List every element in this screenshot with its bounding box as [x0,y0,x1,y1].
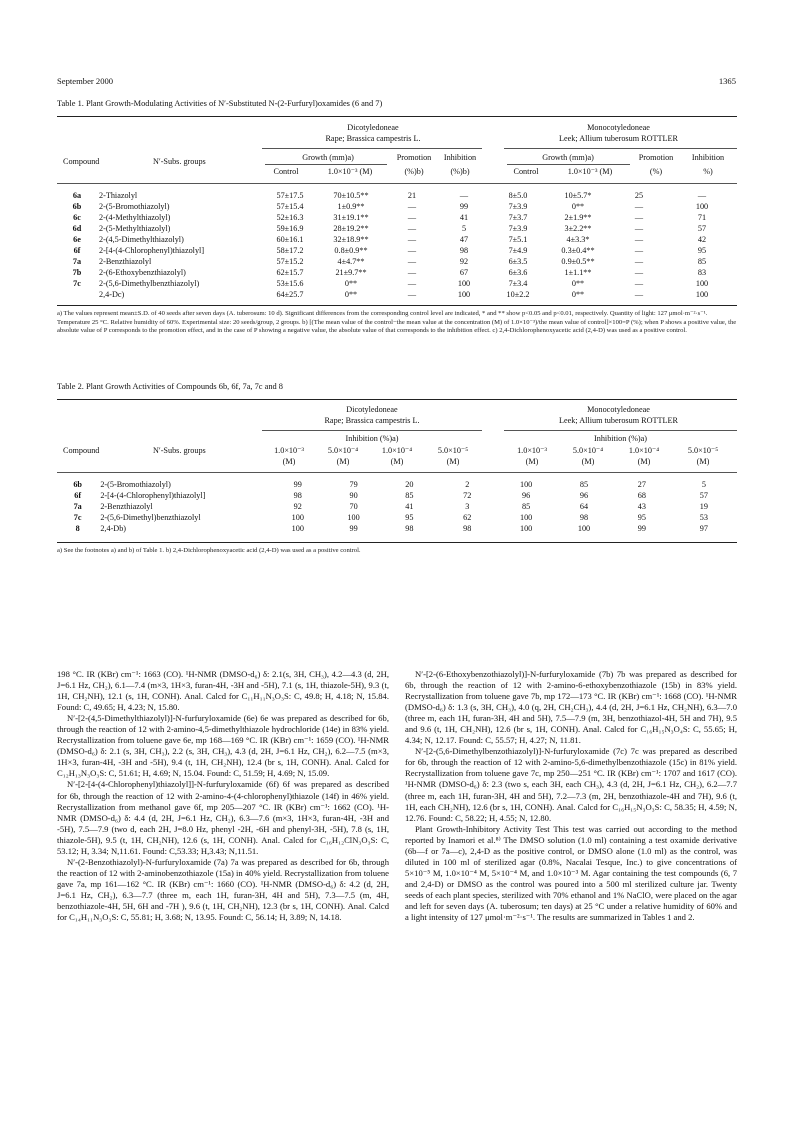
table1-body [57,190,737,300]
value-cell: — [407,224,417,233]
value-cell: 72 [463,491,472,500]
group-cell: 2-[4-(4-Chlorophenyl)thiazolyl] [100,491,206,500]
value-cell: 7±5.1 [508,235,528,244]
value-cell: 47 [459,235,469,244]
value-cell: — [634,290,644,299]
table2-header-rule [57,472,737,473]
paragraph: N′-[2-(6-Ethoxybenzothiazolyl)]-N-furfuryloxamide (7b) 7b was prepared as described for 6b, through the reaction of 12 with 2-amino-6-ethoxybenzothiazole (15b) in 83% yield. Recrystallization from toluene gave 7b, mp 172—173 °C. IR (KBr) cm⁻¹: 1668 (CO). ¹H-NMR (DMSO-d₆) δ: 1.3 (s, 3H, CH₃), 4.0 (q, 2H, CH₂CH₃), 4.4 (d, 2H, J=6.1 Hz, CH₂NH), 6.3—7.0 (three m, each 1H, furan-3H, 4H and 5H), 7.5—7.9 (m, 3H, benzothiazol-4H, 5H and 7H), 9.5 and 9.6 (t, 1H, CH₂NH), 12.6 (br s, 1H, CONH). Anal. Calcd for C₁₆H₁₅N₃O₄S: C, 55.65; H, 4.34; N, 12.17. Found: C, 55.57; H, 4.27; N, 11.81. [405,669,737,746]
page-number: 1365 [718,76,736,86]
running-header-date: September 2000 [57,76,114,86]
value-cell: 100 [457,290,471,299]
table1-top-rule [57,116,737,117]
value-cell: — [634,213,644,222]
value-cell: 100 [695,279,709,288]
value-cell: 8±5.0 [508,191,528,200]
table2-bottom-rule [57,542,737,543]
value-cell: — [407,268,417,277]
value-cell: 57±15.2 [276,257,304,266]
value-cell: 4±3.3* [566,235,590,244]
value-cell: 58±17.2 [276,246,304,255]
compound-cell: 6e [73,235,81,244]
table2-mono-rule [504,430,737,431]
value-cell: 97 [699,524,708,533]
compound-cell: 7a [73,502,82,511]
value-cell: 0** [571,202,585,211]
table2-mono-header: Monocotyledoneae Leek; Allium tuberosum ROTTLER [559,405,678,425]
value-cell: 90 [349,491,358,500]
body-column-left [57,669,389,923]
value-cell: 7±3.4 [508,279,528,288]
value-cell: 85 [405,491,414,500]
value-cell: 0** [571,279,585,288]
group-cell: 2-(6-Ethoxybenzthiazolyl) [99,268,186,277]
group-cell: 2-Benzthiazolyl [100,502,153,511]
compound-cell: 7c [73,279,81,288]
value-cell: 10±5.7* [564,191,592,200]
value-cell: 83 [697,268,707,277]
table1-mono-rule [504,148,737,149]
value-cell: 95 [697,246,707,255]
value-cell: 100 [695,290,709,299]
table-row [57,278,737,289]
table1-inhibition-unit-mono: %) [703,167,713,176]
table2-footnote: a) See the footnotes a) and b) of Table 1. b) 2,4-Dichlorophenoxyacetic acid (2,4-D) was used as a positive control. [57,547,361,554]
table2-conc-2-mono: 5.0×10⁻⁴ (M) [572,446,604,466]
value-cell: 98 [293,491,302,500]
value-cell: 4±4.7** [337,257,365,266]
table-row [57,479,737,490]
value-cell: 92 [293,502,302,511]
value-cell: 41 [405,502,414,511]
value-cell: 100 [347,513,360,522]
paragraph: N′-[2-(5,6-Dimethylbenzothiazolyl)]-N-furfuryloxamide (7c) 7c was prepared as described for 6b, through the reaction of 12 with 2-amino-5,6-dimethylbenzothiazole (15c) in 81% yield. Recrystallization from toluene gave 7c, mp 250—251 °C. IR (KBr) cm⁻¹: 1707 and 1617 (CO). ¹H-NMR (DMSO-d₆) δ: 2.3 (two s, each 3H, each CH₃), 4.3 (d, 2H, J=6.1 Hz, CH₂), 6.2—7.7 (three m, each 1H, furan-3H, 4H and 5H), 7.2—7.3 (m, 2H, benzothiazole-4H and 7H), 9.6 (t, 1H, each CH₂NH), 12.6 (br s, 1H, CONH). Anal. Calcd for C₁₆H₁₅N₃O₃S: C, 58.35; H, 4.59; N, 12.76. Found: C, 58.22; H, 4.55; N, 12.80. [405,746,737,823]
group-cell: 2-(5,6-Dimethyl)benzthiazolyl [100,513,201,522]
value-cell: 3 [465,502,470,511]
value-cell: — [407,279,417,288]
compound-cell: 7b [72,268,82,277]
table1-promotion-header-mono: Promotion [638,153,674,162]
table2-inhibition-header-mono: Inhibition (%)a) [594,434,647,443]
value-cell: 0.9±0.5** [561,257,595,266]
table1-promotion-header: Promotion [396,153,432,162]
table1-dicot-rule [262,148,482,149]
value-cell: 42 [697,235,707,244]
table1-growth-rule-mono [507,164,630,165]
compound-cell [57,289,97,300]
value-cell: 92 [459,257,469,266]
value-cell: 32±18.9** [333,235,369,244]
value-cell: 53±15.6 [276,279,304,288]
value-cell: 5 [461,224,467,233]
value-cell: 7±3.9 [508,202,528,211]
table-row [57,201,737,212]
table1-promotion-unit: (%)b) [404,167,424,176]
group-cell: 2-(5-Methylthiazolyl) [99,224,171,233]
compound-cell: 6b [73,480,82,489]
value-cell: 85 [579,480,589,489]
value-cell: 95 [405,513,414,522]
table1-conc-header: 1.0×10⁻³ (M) [327,167,373,176]
value-cell: 57 [699,491,708,500]
value-cell: 52±16.3 [276,213,304,222]
value-cell: 43 [637,502,646,511]
table-row [57,501,737,512]
table1-groups-header: N′-Subs. groups [153,157,206,166]
table2-inhibition-header: Inhibition (%)a) [345,434,399,443]
value-cell: 7±4.9 [508,246,528,255]
value-cell: 10±2.2 [506,290,530,299]
table2-conc-1: 1.0×10⁻³ (M) [274,446,304,466]
table-row [57,234,737,245]
value-cell: 98 [463,524,472,533]
table2-groups-header: N′-Subs. groups [153,446,206,455]
body-column-right [405,669,737,923]
group-cell: 2-[4-(4-Chlorophenyl)thiazolyl] [99,246,205,255]
value-cell: 100 [519,524,533,533]
compound-cell: 6a [72,191,82,200]
table2-compound-header: Compound [63,446,100,455]
value-cell: — [634,246,644,255]
value-cell: 98 [579,513,589,522]
table-row [57,245,737,256]
value-cell: 62 [463,513,472,522]
table1-promotion-unit-mono: (%) [649,167,663,176]
value-cell: 1±1.1** [564,268,592,277]
group-cell: 2-(4-Methylthiazolyl) [99,213,171,222]
table2-dicot-rule [262,430,482,431]
value-cell: 0.3±0.4** [561,246,595,255]
compound-cell: 6b [72,202,82,211]
paragraph: N′-[2-(4,5-Dimethylthiazolyl)]-N-furfuryloxamide (6e) 6e was prepared as described for 6b, through the reaction of 12 with 2-amino-4,5-dimethylthiazole hydrochloride (14e) in 83% yield. Recrystallization from toluene gave 6e, mp 168—169 °C. IR (KBr) cm⁻¹: 1659 (CO). ¹H-NMR (DMSO-d₆) δ: 2.1 (s, 3H, CH₃), 2.2 (s, 3H, CH₃), 4.3 (d, 2H, J=6.1 Hz, CH₂), 6.2—7.5 (m×3, 1H×3, furan-4H, -3H and -5H), 9.4 (t, 1H, CH₂NH), 12.4 (br s, 1H, CONH). Anal. Calcd for C₁₂H₁₃N₃O₃S: C, 51.61; H, 4.69; N, 15.04. Found: C, 51.59; H, 4.69; N, 15.09. [57,713,389,779]
value-cell: 2 [465,480,470,489]
value-cell: — [697,191,707,200]
table1-conc-header-mono: 1.0×10⁻³ (M) [567,167,613,176]
value-cell: 28±19.2** [333,224,369,233]
value-cell: 0.8±0.9** [334,246,368,255]
value-cell: 0** [344,290,358,299]
table2-conc-2: 5.0×10⁻⁴ (M) [327,446,359,466]
table-row [57,190,737,201]
table1-caption: Table 1. Plant Growth-Modulating Activities of N′-Substituted N-(2-Furfuryl)oxamides (6 and 7) [57,99,383,108]
group-cell: 2-Benzthiazolyl [99,257,152,266]
value-cell: 99 [349,524,358,533]
value-cell: 6±3.6 [508,268,528,277]
value-cell: 79 [349,480,358,489]
value-cell: 85 [522,502,531,511]
group-cell: 2-Thiazolyl [99,191,138,200]
table1-control-header: Control [273,167,299,176]
value-cell: 98 [405,524,414,533]
compound-cell: 7a [72,257,82,266]
table2-conc-3-mono: 1.0×10⁻⁴ (M) [628,446,660,466]
value-cell: 59±16.9 [276,224,304,233]
value-cell: 96 [522,491,531,500]
table1-dicot-header: Dicotyledoneae Rape; Brassica campestris L. [325,123,421,143]
value-cell: 6±3.5 [508,257,528,266]
group-cell: 2-(4,5-Dimethylthiazolyl) [99,235,184,244]
value-cell: 96 [579,491,589,500]
table-row [57,523,737,534]
table1-compound-header: Compound [63,157,100,166]
value-cell: 1±0.9** [337,202,365,211]
table1-growth-header: Growth (mm)a) [302,153,354,162]
table2-body [57,479,737,534]
table1-mono-header: Monocotyledoneae Leek; Allium tuberosum ROTTLER [559,123,678,143]
table2-top-rule [57,399,737,400]
compound-cell: 8 [75,524,80,533]
value-cell: 5 [701,480,706,489]
value-cell: — [459,191,469,200]
value-cell: 70 [349,502,358,511]
value-cell: 100 [519,513,533,522]
table2-dicot-header: Dicotyledoneae Rape; Brassica campestris L. [324,405,420,425]
table-row [57,512,737,523]
group-cell: 2,4-Dc) [99,290,125,299]
value-cell: 100 [291,524,304,533]
value-cell: — [634,235,644,244]
value-cell: 68 [637,491,646,500]
table1-inhibition-unit: (%)b) [450,167,470,176]
table1-bottom-rule [57,305,737,306]
value-cell: 99 [459,202,469,211]
value-cell: 3±2.2** [564,224,592,233]
table-row [57,289,737,300]
value-cell: 2±1.9** [564,213,592,222]
value-cell: — [407,257,417,266]
value-cell: 70±10.5** [333,191,369,200]
group-cell: 2-(5-Bromothiazolyl) [99,202,170,211]
value-cell: — [407,246,417,255]
table1-growth-header-mono: Growth (mm)a) [542,153,594,162]
value-cell: 57±17.5 [276,191,304,200]
table1-footnote: a) The values represent mean±S.D. of 40 seeds after seven days (A. tuberosum: 10 d). Significant differences from the corresponding control level are indicated, * and ** show p<0.05 and p<0.01, respectively. Quantity of light: 127 μmol·m⁻²·s⁻¹. Temperature 25 °C. Relative humidity of 60%. Experimental size: 20 seeds/group, 2 groups. b) [(The mean value of the control−the mean value at the concentration (M) of 1.0×10⁻³)/the mean value of control]×100=P (%); when P shows a positive value, the absolute value of P corresponds to the promotion effect, and in the case of P showing a negative value, the absolute value of that corresponds to the inhibition effect. c) 2,4-Dichlorophenoxyacetic acid (2,4-D) was used as a positive control. [57,310,737,335]
value-cell: 71 [697,213,707,222]
value-cell: 100 [291,513,304,522]
value-cell: — [407,213,417,222]
value-cell: 31±19.1** [333,213,369,222]
value-cell: 41 [459,213,469,222]
value-cell: 100 [519,480,533,489]
table2-conc-3: 1.0×10⁻⁴ (M) [381,446,413,466]
value-cell: 67 [459,268,469,277]
value-cell: 85 [697,257,707,266]
value-cell: 7±3.9 [508,224,528,233]
group-cell: 2,4-Db) [100,524,127,533]
table-row [57,256,737,267]
value-cell: 0** [344,279,358,288]
group-cell: 2-(5-Bromothiazolyl) [100,480,171,489]
value-cell: 21±9.7** [335,268,367,277]
table2-conc-4-mono: 5.0×10⁻⁵ (M) [687,446,719,466]
value-cell: 25 [634,191,644,200]
value-cell: — [634,202,644,211]
paragraph: 198 °C. IR (KBr) cm⁻¹: 1663 (CO). ¹H-NMR (DMSO-d₆) δ: 2.1(s, 3H, CH₃), 4.2—4.3 (d, 2H, J=6.1 Hz, CH₂), 6.1—7.4 (m×3, 1H×3, furan-4H, -3H and -5H), 7.1 (s, 1H, thiazole-5H), 9.3 (t, 1H, CH₂NH), 12.1 (s, 1H, CONH). Anal. Calcd for C₁₁H₁₁N₃O₃S: C, 49.8; H, 4.18; N, 15.84. Found: C, 49.65; H, 4.23; N, 15.80. [57,669,389,713]
compound-cell: 7c [73,513,82,522]
value-cell: 21 [407,191,417,200]
table2-caption: Table 2. Plant Growth Activities of Compounds 6b, 6f, 7a, 7c and 8 [57,382,283,391]
value-cell: — [634,279,644,288]
table-row [57,223,737,234]
value-cell: — [407,202,417,211]
value-cell: 20 [405,480,414,489]
value-cell: 100 [695,202,709,211]
compound-cell: 6f [73,246,81,255]
paragraph: Plant Growth-Inhibitory Activity Test This test was carried out according to the method reported by Inamori et al.⁸⁾ The DMSO solution (1.0 ml) containing a test oxamide derivative (6b—f or 7a—c), 2,4-D as the positive control, or DMSO alone (1.0 ml) as the control, was diluted in 100 ml of sterilized agar (0.8%, Nacalai Tesque, Inc.) to give concentrations of 5×10⁻⁵ M, 1.0×10⁻⁴ M, 5×10⁻⁴ M, and 1.0×10⁻³ M. Agar containing the test compounds (6, 7 and 2,4-D) or DMSO as the control was poured into a 500 ml sterilized culture jar. Twenty seeds of each plant species, sterilized with 70% ethanol and 1% NaClO, were placed on the agar and left for seven days (A. tuberosum; ten days) at 25 °C under a relative humidity of 60% and a light intensity of 127 μmol·m⁻²·s⁻¹. The results are summarized in Tables 1 and 2. [405,823,737,923]
table-row [57,490,737,501]
compound-cell: 6c [73,213,81,222]
value-cell: 57 [697,224,707,233]
table1-control-header-mono: Control [513,167,539,176]
table-row [57,267,737,278]
value-cell: — [634,224,644,233]
value-cell: 53 [699,513,708,522]
value-cell: 64±25.7 [276,290,304,299]
group-cell: 2-(5,6-Dimethylbenzthiazolyl) [99,279,200,288]
value-cell: 99 [637,524,646,533]
value-cell: 19 [699,502,708,511]
table2-conc-4: 5.0×10⁻⁵ (M) [437,446,469,466]
value-cell: 99 [293,480,302,489]
table1-header-rule [57,183,737,184]
table-row [57,212,737,223]
value-cell: 7±3.7 [508,213,528,222]
table2-conc-1-mono: 1.0×10⁻³ (M) [517,446,547,466]
paragraph: N′-[2-[4-(4-Chlorophenyl)thiazolyl]]-N-furfuryloxamide (6f) 6f was prepared as described for 6b, through the reaction of 12 with 2-amino-4-(4-chlorophenyl)thiazole (14f) in 46% yield. Recrystallization from methanol gave 6f, mp 205—207 °C. IR (KBr) cm⁻¹: 1662 (CO). ¹H-NMR (DMSO-d₆) δ: 4.4 (d, 2H, J=6.1 Hz, CH₂), 6.3—7.6 (m×3, 1H×3, furan-4H, -3H and -5H), 7.5—7.9 (two d, each 2H, J=8.0 Hz, phenyl -2H, -6H and phenyl-3H, -5H), 7.8 (s, 1H, thiazole-5H), 9.5 (t, 1H, CH₂NH), 12.6 (s, 1H, CONH). Anal. Calcd for C₁₆H₁₂ClN₃O₃S: C, 53.12; H, 3.34; N,11.61. Found: C,53.33; H,3.43; N,11.51. [57,779,389,856]
value-cell: 27 [637,480,646,489]
table1-inhibition-header-mono: Inhibition [691,153,725,162]
value-cell: 100 [577,524,591,533]
paragraph: N′-(2-Benzothiazolyl)-N-furfuryloxamide (7a) 7a was prepared as described for 6b, through the reaction of 12 with 2-aminobenzothiazole (15a) in 40% yield. Recrystallization from toluene gave 7a, mp 161—162 °C. IR (KBr) cm⁻¹: 1660 (CO). ¹H-NMR (DMSO-d₆) δ: 4.2 (d, 2H, J=6.1 Hz, CH₂), 6.3—7.7 (three m, each 1H, furan-3H, 4H and 5H), 7.3—7.5 (m, 4H, benzothiazole-4H, 5H, 6H and -7H ), 9.6 (t, 1H, CH₂NH), 12.3 (br s, 1H, CONH). Anal. Calcd for C₁₄H₁₁N₃O₃S: C, 55.81; H, 3.68; N, 13.95. Found: C, 56.14; H, 3.89; N, 14.18. [57,856,389,923]
value-cell: — [634,257,644,266]
compound-cell: 6d [72,224,82,233]
table1-growth-rule [265,164,387,165]
value-cell: 98 [459,246,469,255]
value-cell: 62±15.7 [276,268,304,277]
table1-inhibition-header: Inhibition [443,153,477,162]
value-cell: — [634,268,644,277]
value-cell: — [407,235,417,244]
value-cell: 57±15.4 [276,202,304,211]
value-cell: 60±16.1 [276,235,304,244]
value-cell: — [407,290,417,299]
value-cell: 64 [579,502,589,511]
value-cell: 95 [637,513,646,522]
value-cell: 0** [571,290,585,299]
value-cell: 100 [457,279,471,288]
compound-cell: 6f [74,491,82,500]
